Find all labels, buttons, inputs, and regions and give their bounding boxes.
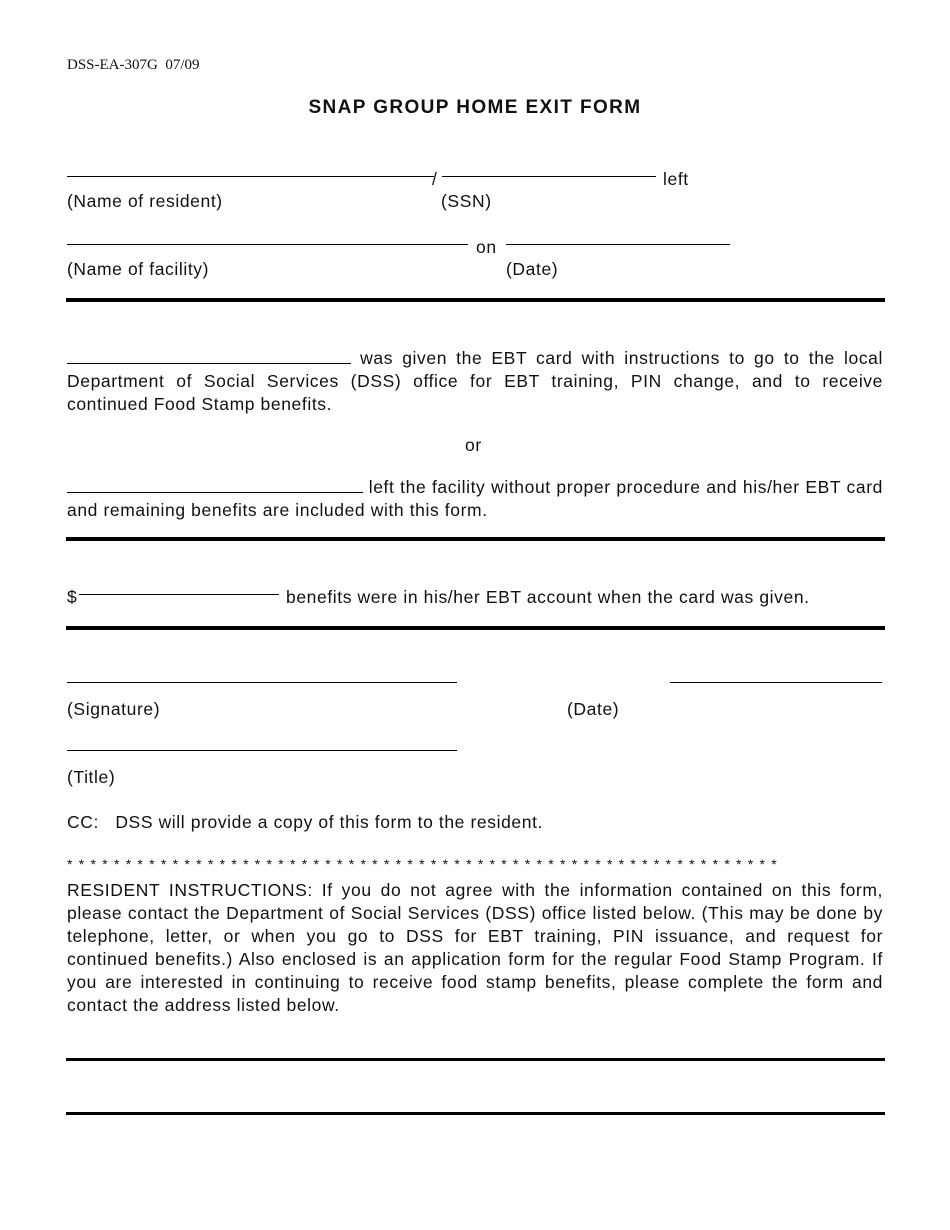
ssn-label: (SSN) (441, 191, 492, 211)
address-line[interactable] (66, 1058, 885, 1061)
on-word: on (476, 237, 497, 257)
resident-instructions: RESIDENT INSTRUCTIONS: If you do not agree with the information contained on this form, please contact the Department of Social Services (DSS) office listed below. (This may be done by telephone, letter, or when you go to DSS for EBT training, PIN issuance, and request for continued benefits.) Also enclosed is an application form for the regular Food Stamp Program. If you are interested in continuing to receive food stamp benefits, please complete the form and contact the address listed below. (67, 880, 883, 1015)
facility-name-label: (Name of facility) (67, 259, 210, 279)
section-divider (66, 298, 885, 302)
facility-name-field[interactable] (67, 243, 468, 245)
slash-separator: / (432, 169, 438, 189)
form-title: SNAP GROUP HOME EXIT FORM (308, 97, 642, 118)
left-facility-name-field[interactable] (67, 476, 363, 493)
signature-label: (Signature) (67, 699, 161, 719)
section-divider (66, 626, 885, 630)
star-separator: * * * * * * * * * * * * * * * * * * * * * * * * * * * * * * * * * * * * * * * * * * * * * * * * * * * * * * * * * * * * * (67, 856, 778, 872)
cc-note: CC: DSS will provide a copy of this form to the resident. (67, 812, 543, 832)
left-facility-paragraph (67, 476, 883, 522)
signature-date-field[interactable] (670, 681, 882, 683)
ssn-field[interactable] (442, 175, 656, 177)
exit-date-field[interactable] (506, 243, 730, 245)
benefit-amount-field[interactable] (79, 593, 279, 595)
signature-field[interactable] (67, 681, 457, 683)
benefits-text: benefits were in his/her EBT account when the card was given. (286, 587, 810, 607)
form-code: DSS-EA-307G 07/09 (67, 57, 200, 73)
or-word: or (465, 435, 482, 455)
title-field[interactable] (67, 749, 457, 751)
ebt-given-text: was given the EBT card with instructions to go to the local Department of Social Services (DSS) office for EBT training, PIN change, and to receive continued Food Stamp benefits. (67, 348, 884, 414)
signature-date-label: (Date) (567, 699, 620, 719)
resident-name-label: (Name of resident) (67, 191, 223, 211)
dollar-sign: $ (67, 587, 78, 607)
left-facility-text: left the facility without proper procedure and his/her EBT card and remaining benefits are included with this form. (67, 477, 883, 520)
section-divider (66, 537, 885, 541)
resident-name-field[interactable] (67, 175, 434, 177)
address-line[interactable] (66, 1112, 885, 1115)
ebt-given-paragraph (67, 347, 883, 416)
left-word: left (663, 169, 689, 189)
exit-date-label: (Date) (506, 259, 559, 279)
title-label: (Title) (67, 767, 116, 787)
ebt-given-name-field[interactable] (67, 347, 351, 364)
